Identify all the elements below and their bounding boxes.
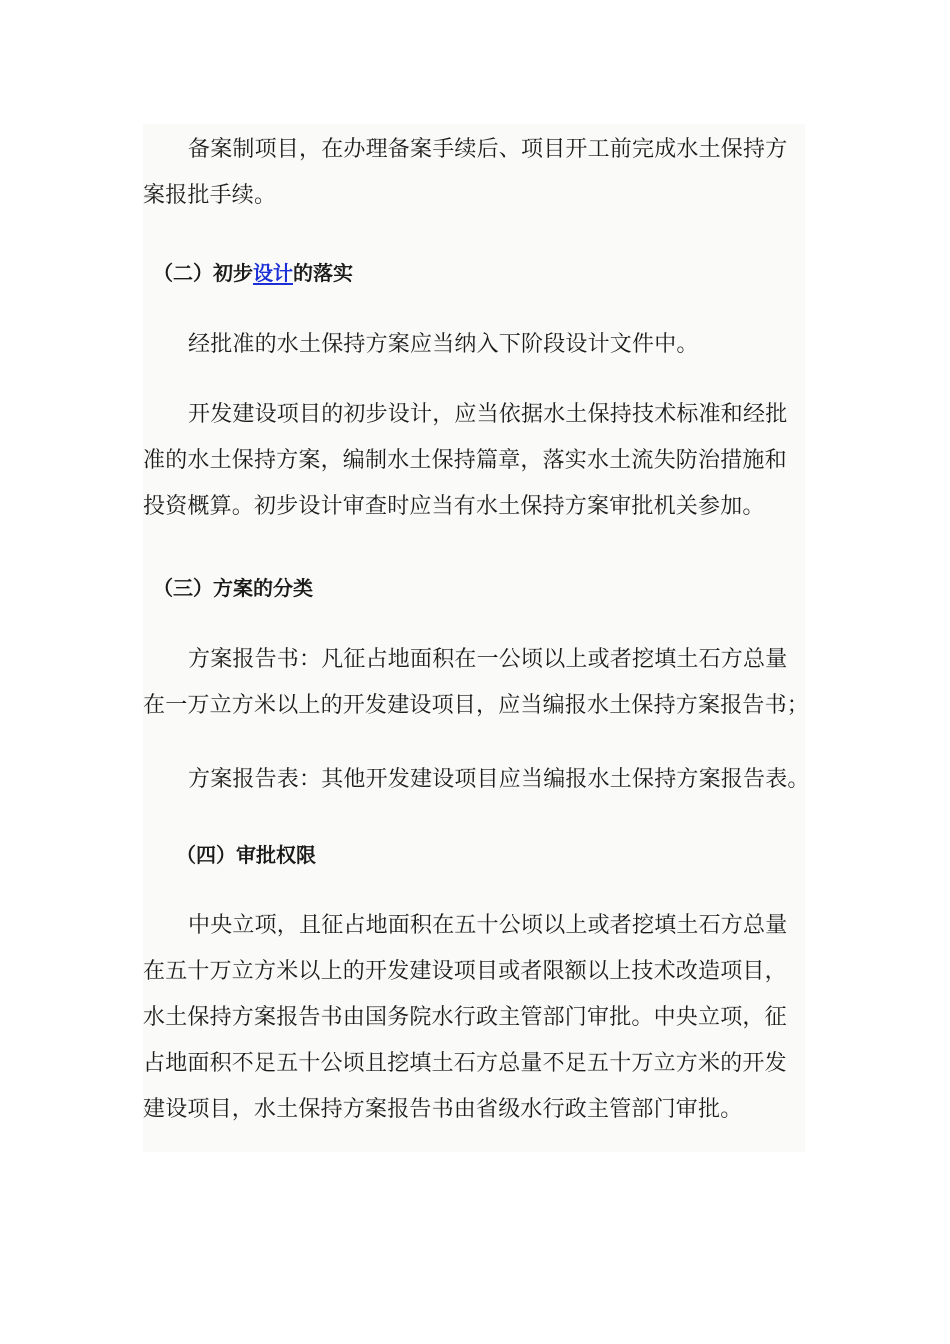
paragraph-line: 准的水土保持方案，编制水土保持篇章，落实水土流失防治措施和 [143, 448, 787, 473]
paragraph-line: 经批准的水土保持方案应当纳入下阶段设计文件中。 [188, 332, 699, 357]
paragraph-line: 案报批手续。 [143, 183, 277, 208]
paragraph-plan-report-form [143, 757, 810, 803]
paragraph-line: 占地面积不足五十公顷且挖填土石方总量不足五十万立方米的开发 [143, 1051, 787, 1076]
section-heading-plan-classification [153, 573, 313, 603]
section-heading-approval-authority [176, 840, 316, 870]
paragraph-line: 备案制项目，在办理备案手续后、项目开工前完成水土保持方 [188, 137, 788, 162]
paragraph-preliminary-design [143, 392, 805, 530]
paragraph-line: 方案报告书：凡征占地面积在一公顷以上或者挖填土石方总量 [188, 647, 788, 672]
paragraph-line: 建设项目，水土保持方案报告书由省级水行政主管部门审批。 [143, 1097, 743, 1122]
paragraph-line: 在一万立方米以上的开发建设项目，应当编报水土保持方案报告书； [143, 693, 810, 718]
heading-prefix: （二）初步 [153, 261, 253, 285]
document-content [143, 124, 810, 1152]
design-link[interactable]: 设计 [253, 261, 293, 285]
paragraph-line: 中央立项，且征占地面积在五十公顷以上或者挖填土石方总量 [188, 913, 788, 938]
section-heading-preliminary-design [153, 258, 353, 288]
paragraph-line: 水土保持方案报告书由国务院水行政主管部门审批。中央立项，征 [143, 1005, 787, 1030]
heading-text: （四）审批权限 [176, 843, 316, 867]
paragraph-line: 方案报告表：其他开发建设项目应当编报水土保持方案报告表。 [188, 767, 810, 792]
paragraph-approved-plan [143, 322, 805, 368]
paragraph-line: 在五十万立方米以上的开发建设项目或者限额以上技术改造项目， [143, 959, 787, 984]
paragraph-approval-authority [143, 903, 805, 1133]
paragraph-line: 开发建设项目的初步设计，应当依据水土保持技术标准和经批 [188, 402, 788, 427]
heading-text: （三）方案的分类 [153, 576, 313, 600]
paragraph-plan-report [143, 637, 810, 729]
paragraph-filing-projects [143, 127, 805, 219]
heading-suffix: 的落实 [293, 261, 353, 285]
paragraph-line: 投资概算。初步设计审查时应当有水土保持方案审批机关参加。 [143, 494, 765, 519]
